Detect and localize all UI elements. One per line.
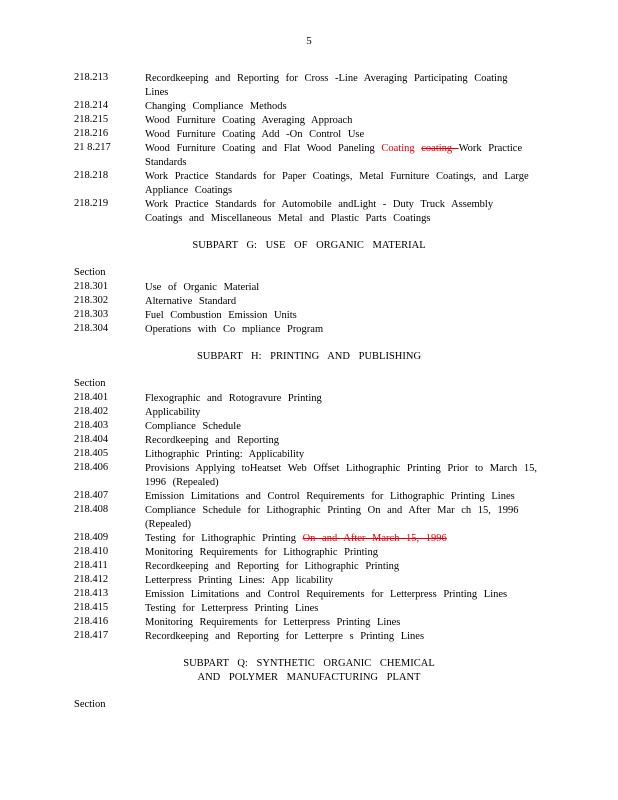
section-title: Fuel Combustion Emission Units <box>145 310 297 321</box>
section-number: 218.412 <box>74 574 109 585</box>
deleted-text: coating <box>421 143 459 154</box>
section-number: 218.413 <box>74 588 109 599</box>
section-title: Recordkeeping and Reporting <box>145 435 279 446</box>
section-title: Use of Organic Material <box>145 282 260 293</box>
section-title: Wood Furniture Coating Add -On Control Use <box>145 129 365 140</box>
section-number: 218.411 <box>74 560 108 571</box>
section-number: 218.213 <box>74 72 109 83</box>
section-number: 218.214 <box>74 100 109 111</box>
section-title: Monitoring Requirements for Lithographic Printing <box>145 547 378 558</box>
section-title: Wood Furniture Coating Averaging Approach <box>145 115 353 126</box>
title-text: Testing for Lithographic Printing <box>145 533 303 544</box>
deleted-text: On and After March 15, 1996 <box>302 533 447 544</box>
section-number: 218.218 <box>74 170 109 181</box>
section-title: Testing for Letterpress Printing Lines <box>145 603 319 614</box>
section-title: Emission Limitations and Control Requirements for Lithographic Printing Lines <box>145 491 515 502</box>
section-title: Alternative Standard <box>145 296 237 307</box>
page-number: 5 <box>306 35 312 47</box>
section-title: Operations with Co mpliance Program <box>145 324 324 335</box>
section-title: Letterpress Printing Lines: App licability <box>145 575 334 586</box>
section-number: 218.402 <box>74 406 109 417</box>
section-title: Work Practice Standards for Paper Coatings, Metal Furniture Coatings, and Large Appliance Coatings <box>145 171 529 196</box>
section-number: 218.301 <box>74 281 109 292</box>
section-number: 218.406 <box>74 462 109 473</box>
title-text-continued: Work Practice Standards <box>145 143 523 168</box>
section-title: Changing Compliance Methods <box>145 101 287 112</box>
section-title: Applicability <box>145 407 201 418</box>
section-number: 218.304 <box>74 323 109 334</box>
section-number: 218.405 <box>74 448 109 459</box>
section-title: Emission Limitations and Control Requirements for Letterpress Printing Lines <box>145 589 508 600</box>
subpart-heading: SUBPART G: USE OF ORGANIC MATERIAL <box>192 240 426 251</box>
section-number: 218.302 <box>74 295 109 306</box>
section-title: Compliance Schedule for Lithographic Printing On and After Mar ch 15, 1996 (Repealed) <box>145 505 519 530</box>
section-label: Section <box>74 699 106 710</box>
section-number: 218.219 <box>74 198 109 209</box>
section-number: 218.215 <box>74 114 109 125</box>
section-number: 218.216 <box>74 128 109 139</box>
section-title: Recordkeeping and Reporting for Lithographic Printing <box>145 561 400 572</box>
section-number: 218.404 <box>74 434 109 445</box>
section-number: 218.407 <box>74 490 109 501</box>
section-number: 218.401 <box>74 392 109 403</box>
section-number: 218.415 <box>74 602 109 613</box>
section-title: Lithographic Printing: Applicability <box>145 449 305 460</box>
section-number: 218.303 <box>74 309 109 320</box>
section-number: 218.408 <box>74 504 109 515</box>
subpart-heading: SUBPART Q: SYNTHETIC ORGANIC CHEMICAL <box>183 658 435 669</box>
section-label: Section <box>74 267 106 278</box>
section-title: Work Practice Standards for Automobile andLight - Duty Truck Assembly Coatings and Miscellaneous Metal and Plastic Parts Coatings <box>145 199 494 224</box>
section-title: Recordkeeping and Reporting for Cross -Line Averaging Participating Coating Lines <box>145 73 508 98</box>
subpart-heading-continued: AND POLYMER MANUFACTURING PLANT <box>197 672 421 683</box>
section-title: Monitoring Requirements for Letterpress Printing Lines <box>145 617 401 628</box>
section-number: 21 8.217 <box>74 142 111 153</box>
section-number: 218.417 <box>74 630 109 641</box>
subpart-heading: SUBPART H: PRINTING AND PUBLISHING <box>196 351 422 362</box>
inserted-text: Coating <box>381 143 422 154</box>
section-label: Section <box>74 378 106 389</box>
section-title: Provisions Applying toHeatset Web Offset Lithographic Printing Prior to March 15, 1996 (Repealed) <box>145 463 537 488</box>
section-number: 218.410 <box>74 546 109 557</box>
section-title: Recordkeeping and Reporting for Letterpre s Printing Lines <box>145 631 425 642</box>
section-title <box>145 532 537 546</box>
title-text: Wood Furniture Coating and Flat Wood Paneling <box>145 143 382 154</box>
section-number: 218.416 <box>74 616 109 627</box>
section-title: Flexographic and Rotogravure Printing <box>145 393 322 404</box>
section-number: 218.409 <box>74 532 109 543</box>
section-title: Compliance Schedule <box>145 421 241 432</box>
section-number: 218.403 <box>74 420 109 431</box>
section-title <box>145 142 537 170</box>
